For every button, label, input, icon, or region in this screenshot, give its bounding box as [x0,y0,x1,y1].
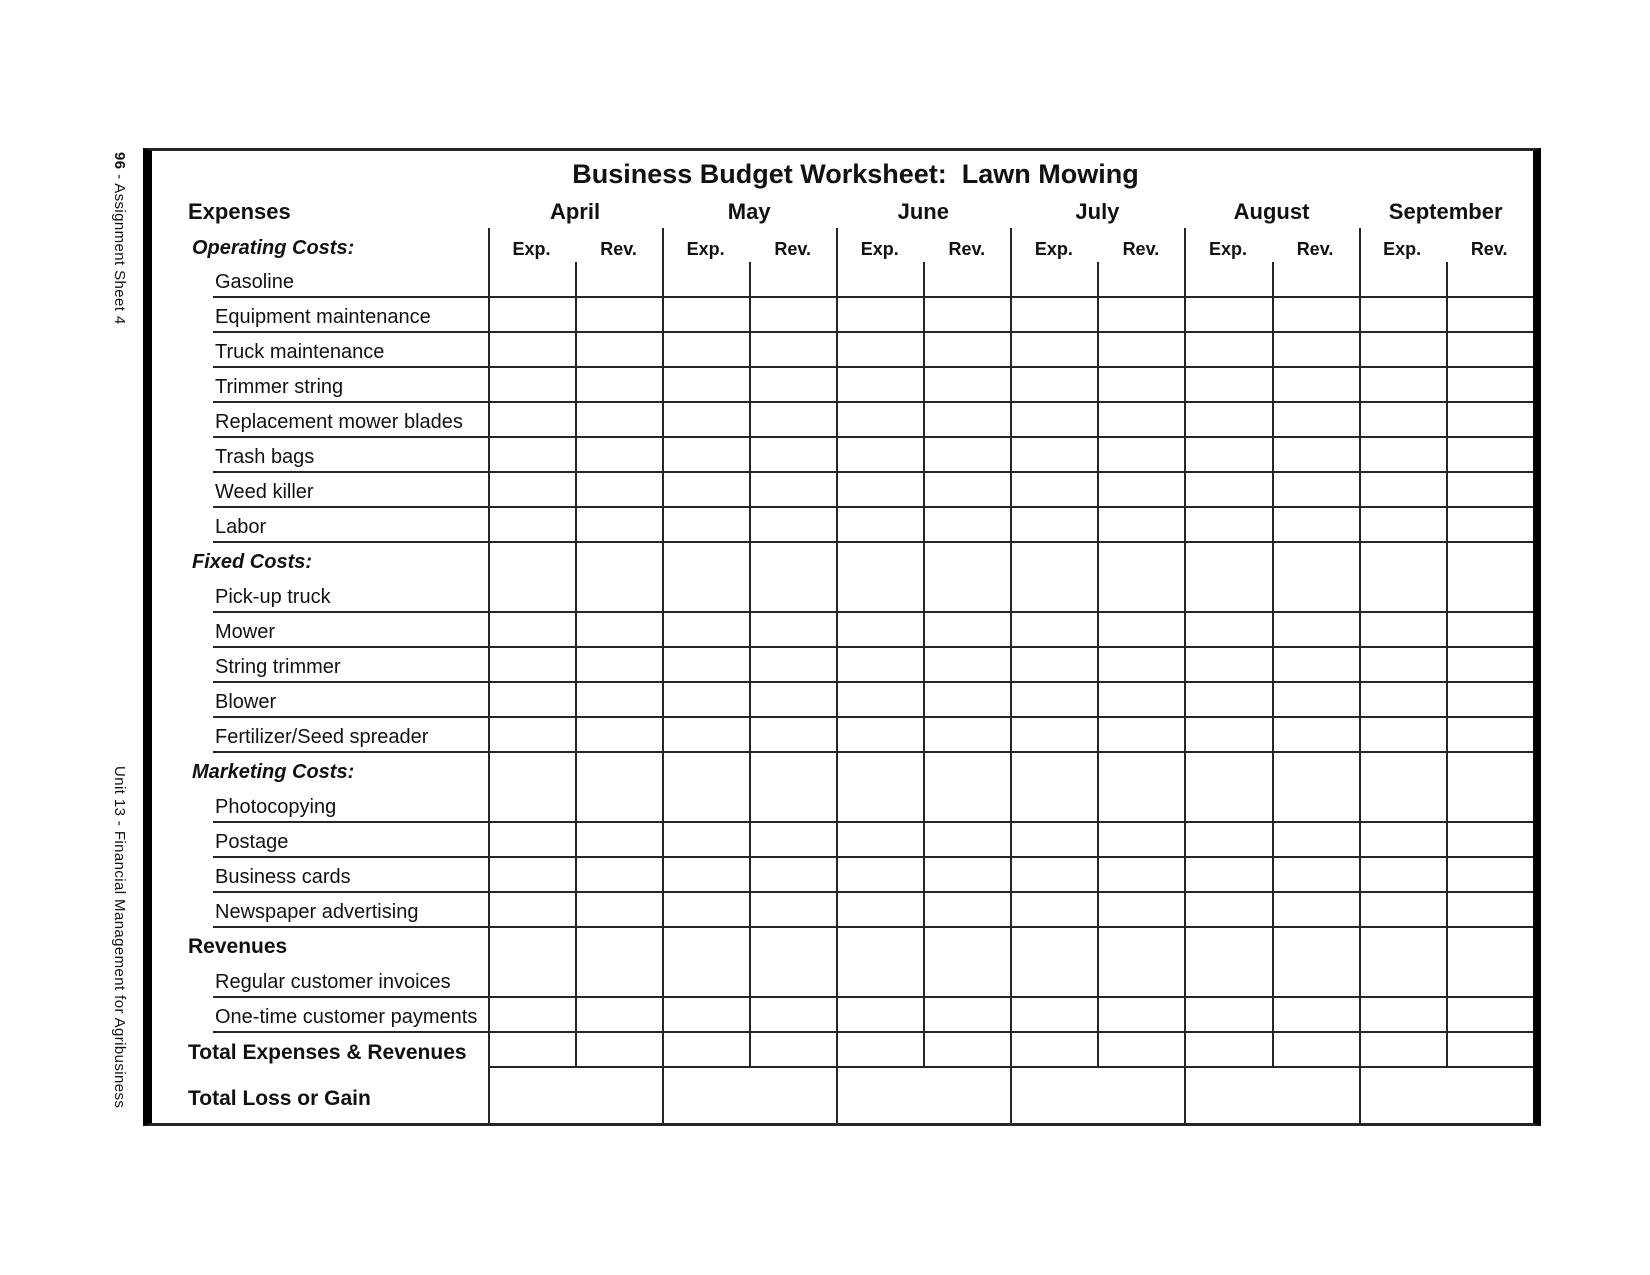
grid-vline-exprev-0 [575,262,577,1067]
row-label: Mower [215,621,276,643]
worksheet-title: Business Budget Worksheet: Lawn Mowing [572,159,1139,189]
assignment-sheet-label: - Assignment Sheet 4 [111,169,128,325]
row-label: Marketing Costs: [192,761,355,783]
subheader-rev-4: Rev. [1296,239,1334,259]
grid-vline-group-2 [836,228,838,1123]
subheader-exp-3: Exp. [1034,239,1073,259]
subheader-rev-5: Rev. [1470,239,1508,259]
rows-area [152,262,1533,1123]
row-label: Blower [215,691,277,713]
row-label: Truck maintenance [215,341,385,363]
title-band [152,151,1533,190]
grid-vline-group-1 [662,228,664,1123]
row-label: Business cards [215,866,351,888]
subheader-exp-4: Exp. [1208,239,1247,259]
grid-vline-group-3 [1010,228,1012,1123]
grid-vline-exprev-5 [1446,262,1448,1067]
table-row-one-time-customer-payments [152,997,1533,1032]
page-number: 96 [111,152,128,170]
table-row-postage [152,822,1533,857]
row-label: Gasoline [215,271,294,293]
row-label: One-time customer payments [215,1006,478,1028]
table-row-regular-customer-invoices [152,962,1533,997]
row-label: Fertilizer/Seed spreader [215,726,429,748]
subheader-exp-1: Exp. [686,239,725,259]
row-label: Regular customer invoices [215,971,451,993]
subheader-rev-0: Rev. [600,239,637,259]
grid-vline-exprev-2 [923,262,925,1067]
row-label: Weed killer [215,481,314,503]
months-band [152,190,1533,228]
table-row-replacement-mower-blades [152,402,1533,437]
subheader-rev-2: Rev. [948,239,986,259]
month-header-june: June [897,199,949,224]
table-row-fixed-costs [152,542,1533,577]
month-header-may: May [727,199,771,224]
row-label: Revenues [188,935,288,958]
row-label: Labor [215,516,267,538]
grid-vline-exprev-4 [1272,262,1274,1067]
row-label: Trimmer string [215,376,344,398]
table-row-marketing-costs [152,752,1533,787]
table-row-newspaper-advertising [152,892,1533,927]
row-label: Replacement mower blades [215,411,463,433]
margin-caption-bottom: Unit 13 - Financial Management for Agribusiness [111,766,128,1109]
row-label: Postage [215,831,289,853]
table-row-revenues [152,927,1533,962]
table-row-photocopying [152,787,1533,822]
row-label: Total Expenses & Revenues [188,1041,467,1064]
table-row-weed-killer [152,472,1533,507]
section-operating-costs: Operating Costs: [192,237,355,259]
table-row-total-expenses-revenues [152,1032,1533,1067]
grid-vline-group-4 [1184,228,1186,1123]
row-label: Trash bags [215,446,315,468]
row-label: Total Loss or Gain [188,1087,371,1110]
row-label: String trimmer [215,656,341,678]
row-label: Fixed Costs: [192,551,313,573]
subheader-exp-5: Exp. [1383,239,1422,259]
subheader-band [152,228,1533,262]
table-row-truck-maintenance [152,332,1533,367]
subheader-rev-3: Rev. [1122,239,1160,259]
grid-vline-exprev-3 [1097,262,1099,1067]
table-row-gasoline [152,262,1533,297]
table-row-fertilizer-seed-spreader [152,717,1533,752]
table-row-labor [152,507,1533,542]
row-label: Pick-up truck [215,586,331,608]
grid-vline-group-0 [488,228,490,1123]
table-row-trimmer-string [152,367,1533,402]
table-row-trash-bags [152,437,1533,472]
margin-caption-top [111,152,128,325]
table-row-total-loss-or-gain [152,1067,1533,1123]
subheader-exp-0: Exp. [512,239,551,259]
grid-vline-group-5 [1359,228,1361,1123]
grid-vline-exprev-1 [749,262,751,1067]
subheader-exp-2: Exp. [860,239,899,259]
month-header-september: September [1388,199,1503,224]
budget-worksheet [143,148,1541,1126]
subheader-rev-1: Rev. [774,239,812,259]
month-header-july: July [1075,199,1120,224]
table-row-equipment-maintenance [152,297,1533,332]
month-header-august: August [1233,199,1310,224]
table-row-mower [152,612,1533,647]
table-row-blower [152,682,1533,717]
row-label: Newspaper advertising [215,901,419,923]
table-row-string-trimmer [152,647,1533,682]
expenses-column-header: Expenses [188,199,291,224]
table-row-business-cards [152,857,1533,892]
table-row-pick-up-truck [152,577,1533,612]
month-header-april: April [549,199,601,224]
row-label: Equipment maintenance [215,306,431,328]
row-label: Photocopying [215,796,337,818]
